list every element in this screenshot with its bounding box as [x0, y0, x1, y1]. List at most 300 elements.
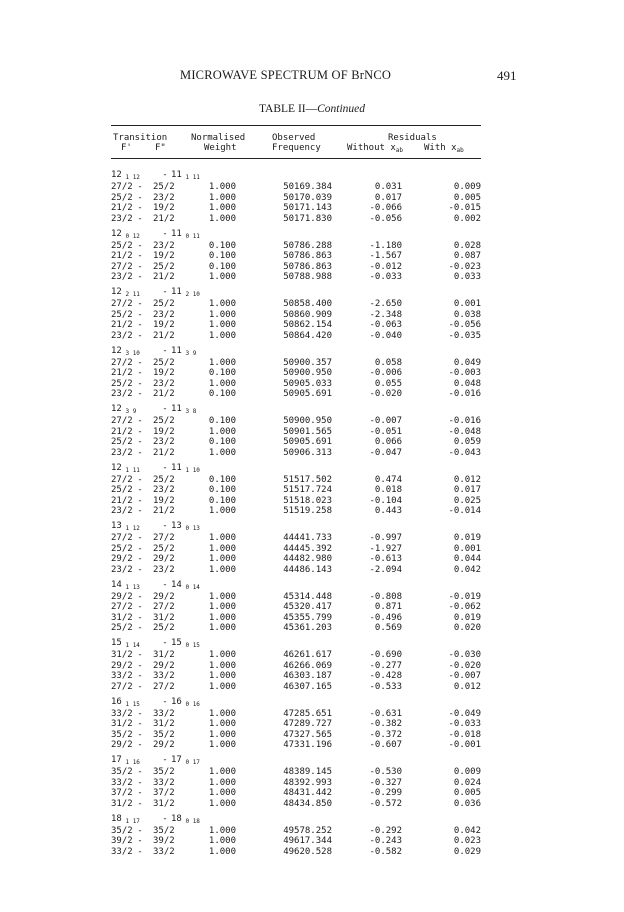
weight-cell: 0.100	[208, 495, 236, 506]
weight-cell: 1.000	[208, 564, 236, 575]
f-double-prime-cell: 23/2	[153, 437, 175, 447]
level-j: 11	[171, 228, 182, 239]
residual-with-cell: -0.043	[448, 447, 481, 458]
weight-cell: 1.000	[208, 192, 236, 203]
transition-dash: -	[162, 287, 168, 297]
table-row	[0, 368, 624, 379]
residual-without-cell: -0.607	[369, 740, 402, 750]
frequency-cell: 50786.863	[283, 261, 332, 272]
dash-cell: -	[137, 767, 143, 777]
frequency-cell: 50905.691	[283, 389, 332, 399]
dash-cell: -	[137, 719, 143, 729]
dash-cell: -	[137, 660, 143, 671]
transition-group	[0, 518, 624, 577]
residual-without-cell: -0.033	[369, 272, 402, 282]
level-j: 18	[171, 813, 182, 824]
lower-level	[171, 580, 200, 590]
lower-level	[171, 229, 200, 239]
level-kc: 11	[129, 466, 140, 474]
upper-level-label	[111, 463, 140, 475]
table-caption-continued: Continued	[317, 103, 366, 115]
residual-with-cell: 0.017	[453, 485, 481, 495]
level-kc: 8	[189, 408, 197, 415]
frequency-cell: 46261.617	[283, 650, 332, 660]
f-prime-cell: 25/2	[111, 485, 133, 495]
lower-level	[171, 521, 200, 531]
table-row	[0, 448, 624, 459]
f-double-prime-cell: 27/2	[153, 681, 175, 692]
weight-cell: 1.000	[208, 591, 236, 602]
residual-without-cell: -0.007	[369, 416, 402, 426]
weight-cell: 1.000	[208, 182, 236, 192]
level-kc: 17	[129, 817, 140, 825]
f-double-prime-cell: 25/2	[153, 357, 175, 368]
f-prime-cell: 31/2	[111, 798, 133, 809]
dash-cell: -	[137, 740, 143, 750]
f-prime-cell: 23/2	[111, 272, 133, 282]
f-double-prime-cell: 31/2	[153, 650, 175, 660]
residual-without-cell: -0.582	[369, 846, 402, 857]
weight-cell: 1.000	[208, 729, 236, 740]
table-row	[0, 554, 624, 565]
dash-cell: -	[137, 251, 143, 261]
f-prime-cell: 25/2	[111, 378, 133, 389]
dash-cell: -	[137, 447, 143, 458]
frequency-cell: 50862.154	[283, 320, 332, 330]
residual-without-cell: -0.382	[369, 719, 402, 729]
f-prime-cell: 33/2	[111, 846, 133, 857]
dash-cell: -	[137, 426, 143, 437]
lower-level-label	[159, 814, 200, 826]
table-row	[0, 661, 624, 672]
frequency-cell: 50171.830	[283, 213, 332, 224]
f-prime-cell: 21/2	[111, 251, 133, 261]
frequency-cell: 44441.733	[283, 533, 332, 543]
level-j: 17	[111, 755, 122, 765]
frequency-cell: 48392.993	[283, 777, 332, 788]
page-number: 491	[497, 68, 517, 83]
f-prime-cell: 27/2	[111, 182, 133, 192]
transition-group-header	[0, 167, 624, 182]
f-prime-cell: 21/2	[111, 320, 133, 330]
level-kc: 17	[189, 759, 200, 766]
f-prime-cell: 29/2	[111, 740, 133, 750]
table-row	[0, 799, 624, 810]
table-row	[0, 485, 624, 496]
frequency-cell: 50901.565	[283, 426, 332, 437]
level-ka: 0	[181, 232, 190, 240]
frequency-cell: 50906.313	[283, 447, 332, 458]
frequency-cell: 50169.384	[283, 182, 332, 192]
residual-with-cell: 0.009	[453, 182, 481, 192]
table-caption	[0, 103, 624, 115]
weight-cell: 1.000	[208, 533, 236, 543]
residual-with-cell: 0.087	[453, 251, 481, 261]
dash-cell: -	[137, 729, 143, 740]
f-prime-cell: 23/2	[111, 506, 133, 516]
dash-cell: -	[137, 368, 143, 378]
dash-cell: -	[137, 777, 143, 788]
frequency-cell: 50900.950	[283, 368, 332, 378]
f-double-prime-cell: 21/2	[153, 506, 175, 516]
residual-with-cell: -0.019	[448, 591, 481, 602]
dash-cell: -	[137, 602, 143, 612]
upper-level	[111, 170, 140, 180]
transition-group-header	[0, 518, 624, 533]
transition-dash: -	[162, 696, 168, 707]
frequency-cell: 47285.651	[283, 708, 332, 719]
dash-cell: -	[137, 213, 143, 224]
dash-cell: -	[137, 846, 143, 857]
f-double-prime-cell: 29/2	[153, 660, 175, 671]
dash-cell: -	[137, 612, 143, 623]
upper-level	[111, 638, 140, 648]
table-row	[0, 544, 624, 555]
f-prime-cell: 25/2	[111, 192, 133, 203]
dash-cell: -	[137, 836, 143, 846]
dash-cell: -	[137, 182, 143, 192]
weight-cell: 1.000	[208, 506, 236, 516]
residual-with-cell: 0.048	[453, 378, 481, 389]
upper-level-label	[111, 521, 140, 533]
table-row	[0, 767, 624, 778]
level-ka: 1	[121, 817, 130, 825]
f-prime-cell: 23/2	[111, 564, 133, 575]
table-row	[0, 241, 624, 252]
residual-with-cell: 0.020	[453, 623, 481, 633]
level-kc: 12	[129, 232, 140, 240]
residual-with-cell: 0.029	[453, 846, 481, 857]
frequency-cell: 48434.850	[283, 798, 332, 809]
residual-without-cell: -1.180	[369, 240, 402, 251]
dash-cell: -	[137, 437, 143, 447]
table-row	[0, 533, 624, 544]
f-prime-cell: 21/2	[111, 368, 133, 378]
residual-with-cell: 0.012	[453, 474, 481, 485]
f-double-prime-cell: 23/2	[153, 192, 175, 203]
residual-with-cell: 0.036	[453, 798, 481, 809]
frequency-cell: 50900.357	[283, 357, 332, 368]
residual-with-cell: -0.030	[448, 650, 481, 660]
residual-without-cell: -0.613	[369, 554, 402, 564]
f-prime-cell: 25/2	[111, 240, 133, 251]
f-prime-cell: 35/2	[111, 729, 133, 740]
f-prime-cell: 35/2	[111, 767, 133, 777]
level-j: 12	[111, 170, 122, 180]
level-j: 13	[111, 521, 122, 531]
dash-cell: -	[137, 485, 143, 495]
header-weight: Weight	[204, 143, 237, 153]
level-ka: 1	[121, 466, 130, 474]
f-double-prime-cell: 37/2	[153, 788, 175, 798]
lower-level-label	[159, 287, 200, 299]
dash-cell: -	[137, 798, 143, 809]
weight-cell: 0.100	[208, 389, 236, 399]
weight-cell: 1.000	[208, 788, 236, 798]
f-double-prime-cell: 25/2	[153, 182, 175, 192]
f-prime-cell: 23/2	[111, 447, 133, 458]
dash-cell: -	[137, 330, 143, 341]
transition-dash: -	[162, 813, 168, 824]
upper-level	[111, 404, 136, 414]
lower-level-label	[159, 463, 200, 475]
transition-dash: -	[162, 170, 168, 180]
frequency-cell: 49617.344	[283, 836, 332, 846]
weight-cell: 1.000	[208, 623, 236, 633]
level-ka: 3	[121, 408, 130, 415]
residual-with-cell: 0.001	[453, 543, 481, 554]
f-prime-cell: 33/2	[111, 671, 133, 681]
level-ka: 0	[181, 700, 190, 708]
header-normalised: Normalised	[191, 133, 246, 143]
weight-cell: 1.000	[208, 357, 236, 368]
f-prime-cell: 31/2	[111, 719, 133, 729]
lower-level	[171, 814, 200, 824]
level-j: 11	[171, 345, 182, 356]
weight-cell: 1.000	[208, 836, 236, 846]
f-prime-cell: 39/2	[111, 836, 133, 846]
f-double-prime-cell: 21/2	[153, 330, 175, 341]
level-kc: 9	[129, 408, 137, 415]
residual-without-cell: -0.327	[369, 777, 402, 788]
level-j: 11	[171, 462, 182, 473]
lower-level-label	[159, 638, 200, 650]
transition-group-header	[0, 694, 624, 709]
level-ka: 1	[181, 466, 190, 474]
header-frequency: Frequency	[272, 143, 321, 153]
level-ka: 0	[181, 642, 190, 649]
residual-without-cell: -1.927	[369, 543, 402, 554]
transition-group	[0, 752, 624, 811]
level-j: 14	[171, 579, 182, 590]
weight-cell: 0.100	[208, 368, 236, 378]
residual-without-cell: -0.690	[369, 650, 402, 660]
f-double-prime-cell: 35/2	[153, 729, 175, 740]
lower-level-label	[159, 346, 196, 358]
frequency-cell: 50905.691	[283, 437, 332, 447]
level-ka: 0	[181, 759, 190, 766]
residual-without-cell: -0.040	[369, 330, 402, 341]
level-ka: 3	[121, 349, 130, 357]
level-j: 11	[171, 404, 182, 414]
lower-level-label	[159, 170, 200, 182]
upper-level	[111, 521, 140, 531]
f-double-prime-cell: 23/2	[153, 240, 175, 251]
residual-without-cell: 0.066	[374, 437, 402, 447]
residual-without-cell: -0.012	[369, 261, 402, 272]
frequency-cell: 48389.145	[283, 767, 332, 777]
residual-with-cell: -0.001	[448, 740, 481, 750]
f-double-prime-cell: 29/2	[153, 740, 175, 750]
residual-without-cell: -0.299	[369, 788, 402, 798]
table-row	[0, 650, 624, 661]
residual-with-cell: -0.020	[448, 660, 481, 671]
residual-without-cell: -0.063	[369, 320, 402, 330]
residual-with-cell: 0.023	[453, 836, 481, 846]
table-row	[0, 496, 624, 507]
residual-with-cell: -0.035	[448, 330, 481, 341]
table-row	[0, 203, 624, 214]
lower-level-label	[159, 580, 200, 592]
weight-cell: 1.000	[208, 299, 236, 309]
f-double-prime-cell: 31/2	[153, 719, 175, 729]
residual-without-cell: -0.533	[369, 681, 402, 692]
frequency-cell: 51518.023	[283, 495, 332, 506]
residual-with-cell: 0.012	[453, 681, 481, 692]
frequency-cell: 50860.909	[283, 309, 332, 320]
weight-cell: 1.000	[208, 203, 236, 213]
residual-without-cell: 0.058	[374, 357, 402, 368]
table-row	[0, 602, 624, 613]
table-row	[0, 740, 624, 751]
transition-dash: -	[162, 638, 168, 648]
table-row	[0, 592, 624, 603]
transition-group-header	[0, 226, 624, 241]
transition-group-header	[0, 752, 624, 767]
level-kc: 13	[189, 525, 200, 532]
upper-level-label	[111, 697, 140, 709]
weight-cell: 1.000	[208, 447, 236, 458]
weight-cell: 1.000	[208, 777, 236, 788]
dash-cell: -	[137, 378, 143, 389]
residual-with-cell: 0.042	[453, 564, 481, 575]
level-kc: 14	[189, 583, 200, 591]
f-prime-cell: 25/2	[111, 623, 133, 633]
f-double-prime-cell: 21/2	[153, 272, 175, 282]
upper-level-label	[111, 638, 140, 650]
lower-level	[171, 346, 196, 356]
frequency-cell: 50786.288	[283, 240, 332, 251]
dash-cell: -	[137, 474, 143, 485]
dash-cell: -	[137, 623, 143, 633]
residual-with-cell: -0.015	[448, 203, 481, 213]
dash-cell: -	[137, 240, 143, 251]
frequency-cell: 44486.143	[283, 564, 332, 575]
residual-with-cell: -0.016	[448, 416, 481, 426]
frequency-cell: 50905.033	[283, 378, 332, 389]
f-prime-cell: 21/2	[111, 495, 133, 506]
frequency-cell: 49578.252	[283, 825, 332, 836]
dash-cell: -	[137, 554, 143, 564]
level-kc: 18	[189, 817, 200, 825]
dash-cell: -	[137, 564, 143, 575]
level-j: 12	[111, 345, 122, 356]
transition-group	[0, 167, 624, 226]
upper-level	[111, 580, 140, 590]
residual-without-cell: -0.997	[369, 533, 402, 543]
residual-without-cell: -0.056	[369, 213, 402, 224]
level-ka: 1	[121, 174, 130, 181]
residual-without-cell: 0.055	[374, 378, 402, 389]
transition-group	[0, 635, 624, 694]
weight-cell: 1.000	[208, 660, 236, 671]
residual-without-cell: -0.572	[369, 798, 402, 809]
level-j: 12	[111, 404, 122, 414]
level-ka: 1	[121, 525, 130, 532]
f-double-prime-cell: 27/2	[153, 533, 175, 543]
residual-without-cell: 0.871	[374, 602, 402, 612]
f-double-prime-cell: 25/2	[153, 299, 175, 309]
table-row	[0, 416, 624, 427]
residual-without-cell: -1.567	[369, 251, 402, 261]
f-double-prime-cell: 33/2	[153, 777, 175, 788]
f-double-prime-cell: 25/2	[153, 623, 175, 633]
residual-without-cell: -0.051	[369, 426, 402, 437]
lower-level	[171, 697, 200, 707]
running-title: MICROWAVE SPECTRUM OF BrNCO	[180, 68, 392, 82]
residual-with-cell: 0.024	[453, 777, 481, 788]
f-double-prime-cell: 25/2	[153, 474, 175, 485]
f-double-prime-cell: 23/2	[153, 485, 175, 495]
f-double-prime-cell: 19/2	[153, 203, 175, 213]
level-ka: 0	[181, 583, 190, 591]
upper-level	[111, 463, 140, 473]
residual-with-cell: -0.023	[448, 261, 481, 272]
f-prime-cell: 31/2	[111, 650, 133, 660]
level-j: 14	[111, 579, 122, 590]
f-prime-cell: 29/2	[111, 591, 133, 602]
table-row	[0, 565, 624, 576]
residual-without-cell: -0.243	[369, 836, 402, 846]
f-prime-cell: 33/2	[111, 708, 133, 719]
weight-cell: 1.000	[208, 671, 236, 681]
f-double-prime-cell: 23/2	[153, 564, 175, 575]
residual-without-cell: -0.006	[369, 368, 402, 378]
upper-level	[111, 755, 140, 765]
transition-group	[0, 811, 624, 870]
f-prime-cell: 23/2	[111, 389, 133, 399]
dash-cell: -	[137, 681, 143, 692]
header-with-xab: With $x_{ab}$	[424, 143, 464, 154]
upper-level-label	[111, 814, 140, 826]
weight-cell: 1.000	[208, 426, 236, 437]
residual-with-cell: 0.009	[453, 767, 481, 777]
f-prime-cell: 23/2	[111, 213, 133, 224]
table-caption-label: TABLE II—	[258, 103, 318, 115]
f-double-prime-cell: 25/2	[153, 416, 175, 426]
transition-dash: -	[162, 404, 168, 414]
level-ka: 3	[181, 349, 190, 357]
header-transition: Transition	[113, 133, 168, 143]
transition-dash: -	[162, 521, 168, 531]
f-double-prime-cell: 35/2	[153, 825, 175, 836]
level-kc: 16	[189, 700, 200, 708]
f-prime-cell: 27/2	[111, 299, 133, 309]
table-row	[0, 709, 624, 720]
f-double-prime-cell: 25/2	[153, 543, 175, 554]
f-prime-cell: 27/2	[111, 416, 133, 426]
f-prime-cell: 27/2	[111, 533, 133, 543]
dash-cell: -	[137, 320, 143, 330]
residual-with-cell: 0.033	[453, 272, 481, 282]
dash-cell: -	[137, 272, 143, 282]
dash-cell: -	[137, 825, 143, 836]
level-kc: 10	[129, 349, 140, 357]
transition-dash: -	[162, 345, 168, 356]
weight-cell: 1.000	[208, 767, 236, 777]
table-row	[0, 251, 624, 262]
table-row	[0, 182, 624, 193]
residual-with-cell: 0.005	[453, 788, 481, 798]
residual-without-cell: -0.066	[369, 203, 402, 213]
weight-cell: 0.100	[208, 251, 236, 261]
frequency-cell: 49620.528	[283, 846, 332, 857]
lower-level-label	[159, 521, 200, 533]
level-kc: 14	[129, 642, 140, 649]
residual-without-cell: -0.372	[369, 729, 402, 740]
weight-cell: 1.000	[208, 719, 236, 729]
transition-group	[0, 284, 624, 343]
